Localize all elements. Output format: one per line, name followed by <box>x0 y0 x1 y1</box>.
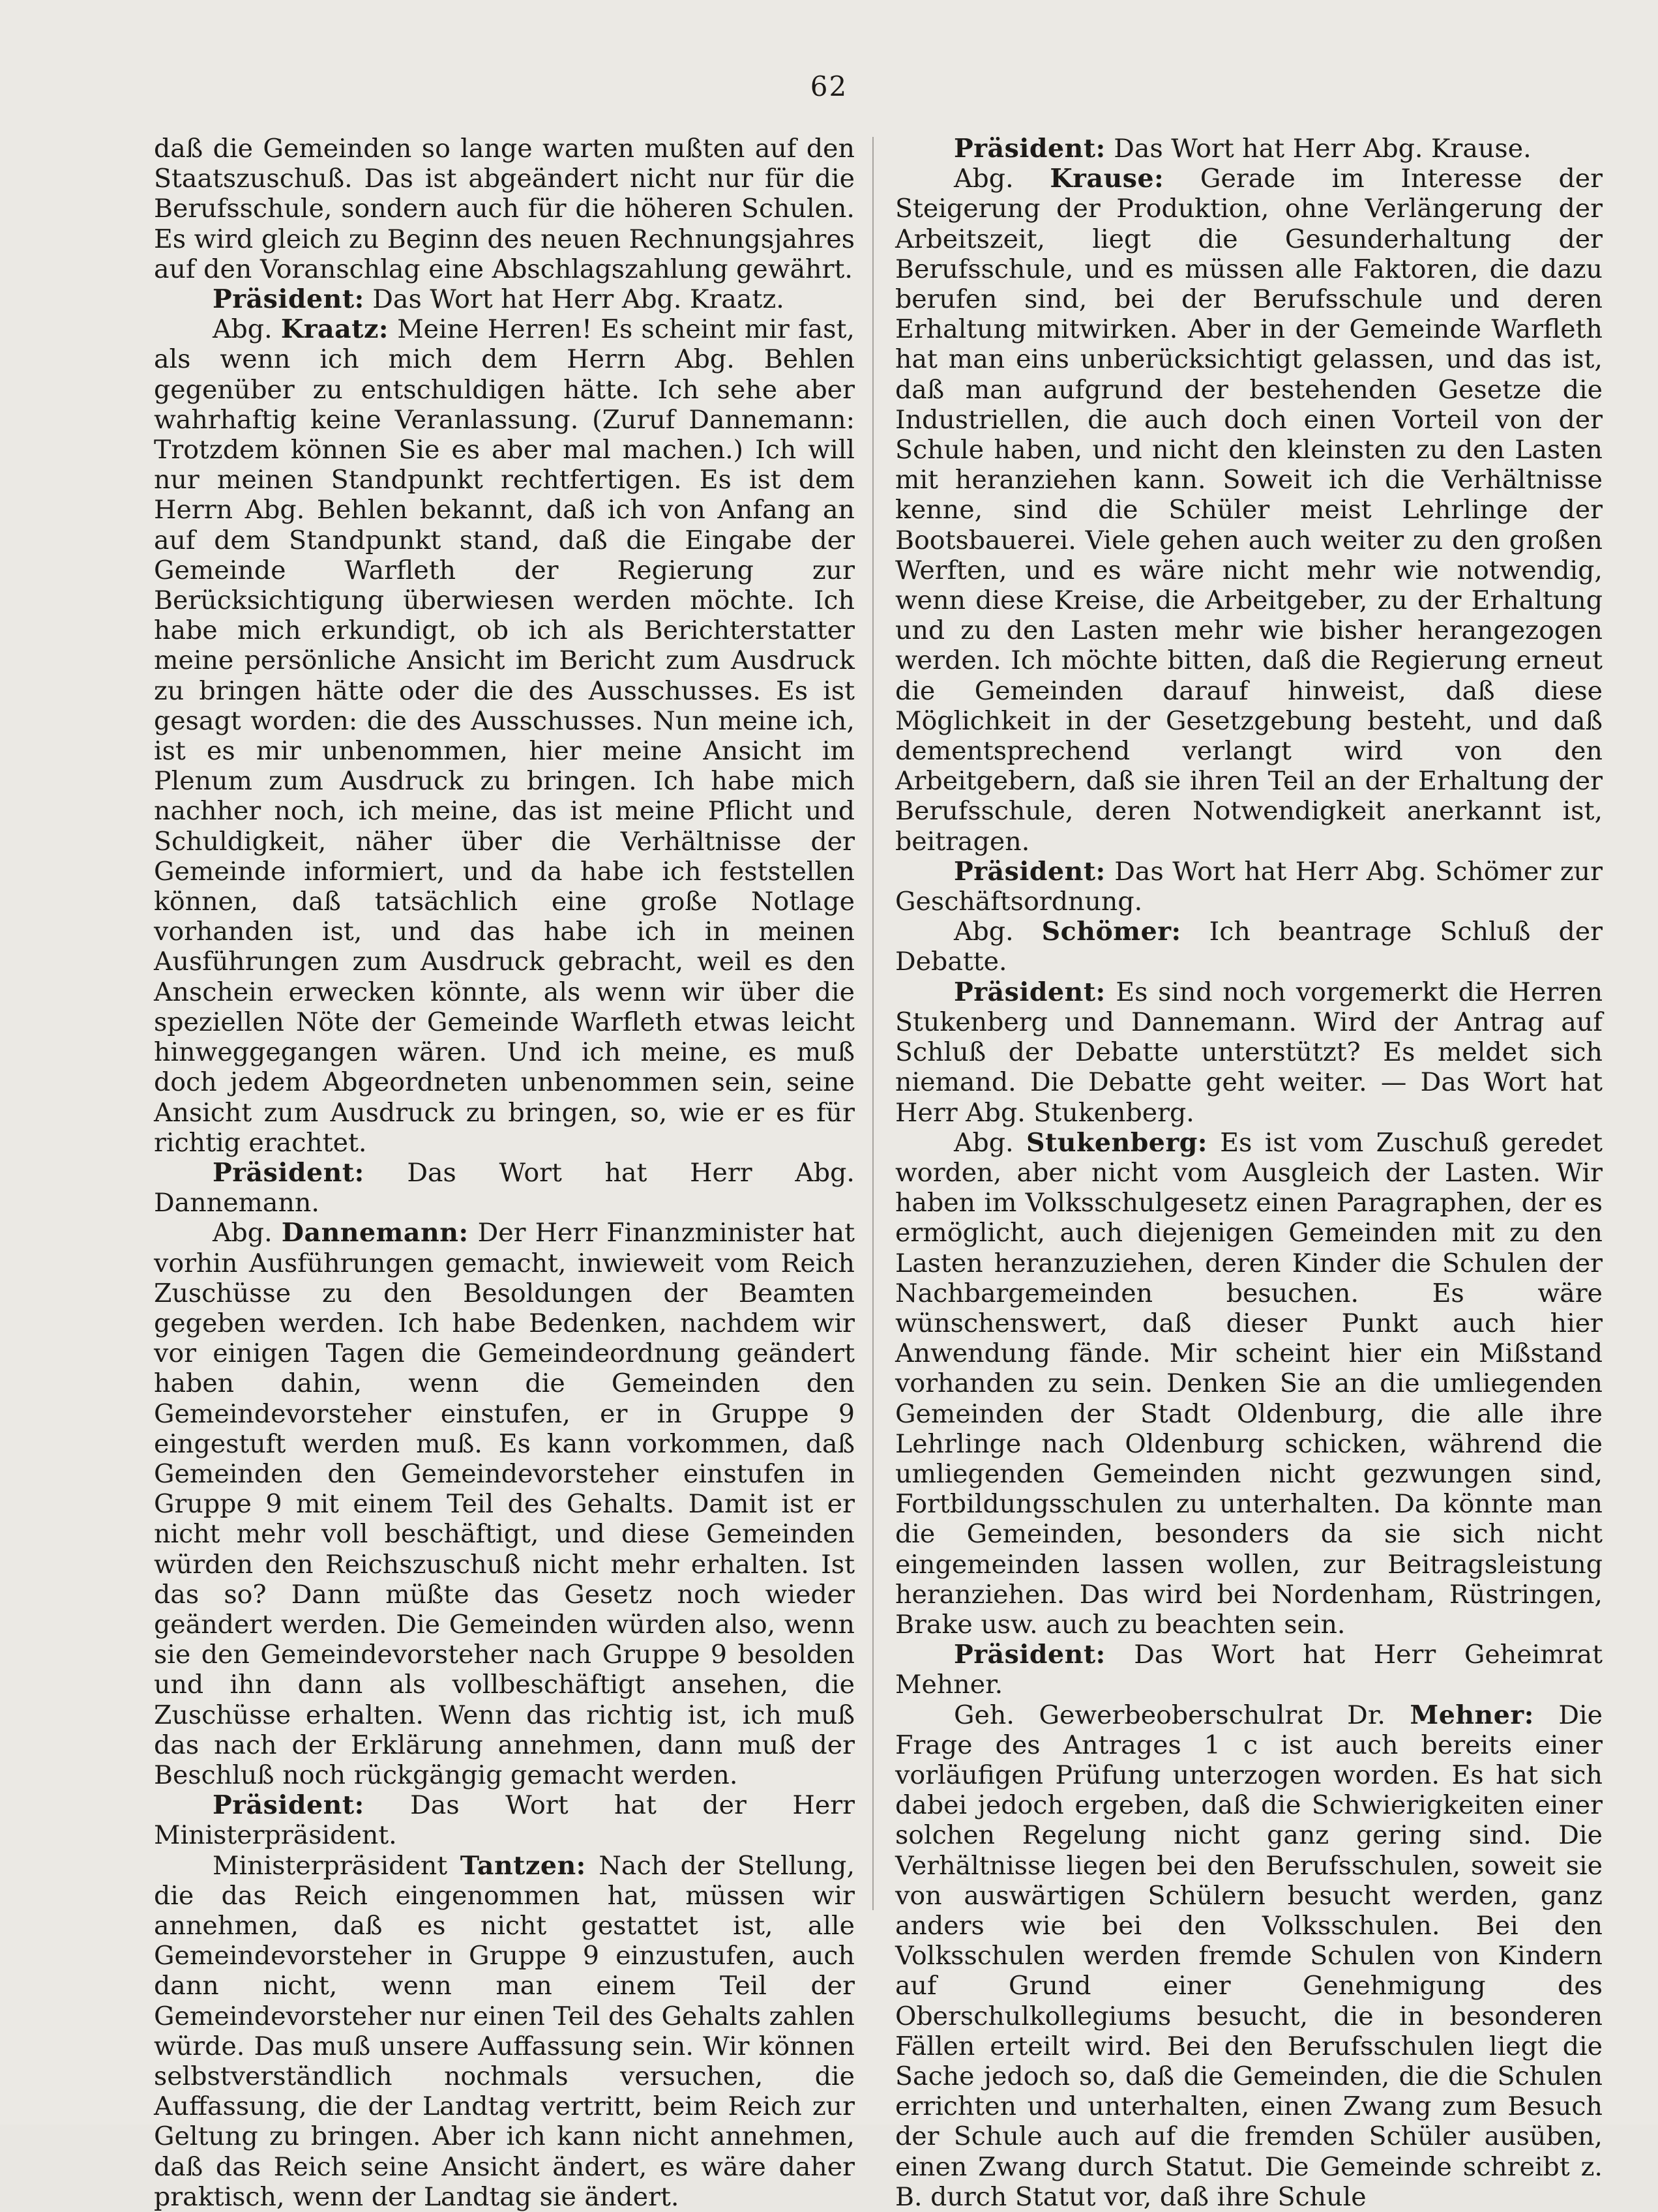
speech-paragraph: Präsident: Das Wort hat der Herr Ministerpräsident. <box>154 1790 855 1851</box>
speech-paragraph: Präsident: Das Wort hat Herr Abg. Krause. <box>954 134 1532 164</box>
page-number: 62 <box>810 70 848 102</box>
left-column <box>154 134 855 2212</box>
speaker-name: Schömer: <box>1041 917 1181 947</box>
paragraph: daß die Gemeinden so lange warten mußten auf den Staatszuschuß. Das ist abgeändert nicht nur für die Berufsschule, sondern auch für die höheren Schulen. Es wird gleich zu Beginn des neuen Rechnungsjahres auf den Voranschlag eine Abschlagszahlung gewährt. <box>154 134 855 284</box>
speech-paragraph: Präsident: Das Wort hat Herr Abg. Schömer zur Geschäftsordnung. <box>895 856 1603 917</box>
speech-paragraph: Abg. Krause: Gerade im Interesse der Steigerung der Produktion, ohne Verlängerung der Arbeitszeit, liegt die Gesunderhaltung der Berufsschule, und es müssen alle Faktoren, die dazu berufen sind, bei der Berufsschule und deren Erhaltung mitwirken. Aber in der Gemeinde Warfleth hat man eins unberücksichtigt gelassen, und das ist, daß man aufgrund der bestehenden Gesetze die Industriellen, die auch doch einen Vorteil von der Schule haben, und nicht den kleinsten zu den Lasten mit heranziehen kann. Soweit ich die Verhältnisse kenne, sind die Schüler meist Lehrlinge der Bootsbauerei. Viele gehen auch weiter zu den großen Werften, und es wäre nicht mehr wie notwendig, wenn diese Kreise, die Arbeitgeber, zu der Erhaltung und zu den Lasten mehr wie bisher herangezogen werden. Ich möchte bitten, daß die Regierung erneut die Gemeinden darauf hinweist, daß diese Möglichkeit in der Gesetzgebung besteht, und daß dementsprechend verlangt wird von den Arbeitgebern, daß sie ihren Teil an der Erhaltung der Berufsschule, deren Notwendigkeit anerkannt ist, beitragen. <box>895 164 1603 857</box>
speech-paragraph: Präsident: Es sind noch vorgemerkt die Herren Stukenberg und Dannemann. Wird der Antrag auf Schluß der Debatte unterstützt? Es meldet sich niemand. Die Debatte geht weiter. — Das Wort hat Herr Abg. Stukenberg. <box>895 977 1603 1128</box>
speech-paragraph: Abg. Schömer: Ich beantrage Schluß der Debatte. <box>895 917 1603 977</box>
speaker-name: Präsident: <box>954 1640 1106 1670</box>
speech-paragraph: Geh. Gewerbeoberschulrat Dr. Mehner: Die Frage des Antrages 1 c ist auch bereits einer vorläufigen Prüfung unterzogen worden. Es hat sich dabei jedoch ergeben, daß die Schwierigkeiten einer solchen Regelung nicht ganz gering sind. Die Verhältnisse liegen bei den Berufsschulen, soweit sie von auswärtigen Schülern besucht werden, ganz anders wie bei den Volksschulen. Bei den Volksschulen werden fremde Schulen von Kindern auf Grund einer Genehmigung des Oberschulkollegiums besucht, die in besonderen Fällen erteilt wird. Bei den Berufsschulen liegt die Sache jedoch so, daß die Gemeinden, die die Schulen errichten und unterhalten, einen Zwang zum Besuch der Schule auch auf die fremden Schüler ausüben, einen Zwang durch Statut. Die Gemeinde schreibt z. B. durch Statut vor, daß ihre Schule <box>895 1700 1603 2212</box>
speaker-name: Dannemann: <box>281 1218 469 1248</box>
speech-paragraph: Abg. Dannemann: Der Herr Finanzminister hat vorhin Ausführungen gemacht, inwieweit vom Reich Zuschüsse zu den Besoldungen der Beamten gegeben werden. Ich habe Bedenken, nachdem wir vor einigen Tagen die Gemeindeordnung geändert haben dahin, wenn die Gemeinden den Gemeindevorsteher einstufen, er in Gruppe 9 eingestuft werden muß. Es kann vorkommen, daß Gemeinden den Gemeindevorsteher einstufen in Gruppe 9 mit einem Teil des Gehalts. Damit ist er nicht mehr voll beschäftigt, und diese Gemeinden würden den Reichszuschuß nicht mehr erhalten. Ist das so? Dann müßte das Gesetz noch wieder geändert werden. Die Gemeinden würden also, wenn sie den Gemeindevorsteher nach Gruppe 9 besolden und ihn dann als vollbeschäftigt ansehen, die Zuschüsse erhalten. Wenn das richtig ist, ich muß das nach der Erklärung annehmen, dann muß der Beschluß noch rückgängig gemacht werden. <box>154 1218 855 1790</box>
speaker-name: Präsident: <box>954 856 1106 887</box>
speech-paragraph: Abg. Stukenberg: Es ist vom Zuschuß geredet worden, aber nicht vom Ausgleich der Lasten. Wir haben im Volksschulgesetz einen Paragraphen, der es ermöglicht, auch diejenigen Gemeinden mit zu den Lasten heranzuziehen, deren Kinder die Schulen der Nachbargemeinden besuchen. Es wäre wünschenswert, daß dieser Punkt auch hier Anwendung fände. Mir scheint hier ein Mißstand vorhanden zu sein. Denken Sie an die umliegenden Gemeinden der Stadt Oldenburg, die alle ihre Lehrlinge nach Oldenburg schicken, während die umliegenden Gemeinden nicht gezwungen sind, Fortbildungsschulen zu unterhalten. Da könnte man die Gemeinden, besonders da sie sich nicht eingemeinden lassen wollen, zur Beitragsleistung heranziehen. Das wird bei Nordenham, Rüstringen, Brake usw. auch zu beachten sein. <box>895 1127 1603 1640</box>
right-column <box>895 134 1603 2212</box>
speech-paragraph: Ministerpräsident Tantzen: Nach der Stellung, die das Reich eingenommen hat, müssen wir annehmen, daß es nicht gestattet ist, alle Gemeindevorsteher in Gruppe 9 einzustufen, auch dann nicht, wenn man einem Teil der Gemeindevorsteher nur einen Teil des Gehalts zahlen würde. Das muß unsere Auffassung sein. Wir können selbstverständlich nochmals versuchen, die Auffassung, die der Landtag vertritt, beim Reich zur Geltung zu bringen. Aber ich kann nicht annehmen, daß das Reich seine Ansicht ändert, es wäre daher praktisch, wenn der Landtag sie ändert. <box>154 1850 855 2212</box>
speaker-name: Kraatz: <box>280 314 389 345</box>
speech-paragraph: Präsident: Das Wort hat Herr Geheimrat Mehner. <box>895 1640 1603 1700</box>
speaker-name: Präsident: <box>213 1790 364 1821</box>
column-divider <box>872 137 874 1910</box>
speech-paragraph: Abg. Kraatz: Meine Herren! Es scheint mir fast, als wenn ich mich dem Herrn Abg. Behlen gegenüber zu entschuldigen hätte. Ich sehe aber wahrhaftig keine Veranlassung. (Zuruf Dannemann: Trotzdem können Sie es aber mal machen.) Ich will nur meinen Standpunkt rechtfertigen. Es ist dem Herrn Abg. Behlen bekannt, daß ich von Anfang an auf dem Standpunkt stand, daß die Eingabe der Gemeinde Warfleth der Regierung zur Berücksichtigung überwiesen werden möchte. Ich habe mich erkundigt, ob ich als Berichterstatter meine persönliche Ansicht im Bericht zum Ausdruck zu bringen hätte oder die des Ausschusses. Es ist gesagt worden: die des Ausschusses. Nun meine ich, ist es mir unbenommen, hier meine Ansicht im Plenum zum Ausdruck zu bringen. Ich habe mich nachher noch, ich meine, das ist meine Pflicht und Schuldigkeit, näher über die Verhältnisse der Gemeinde informiert, und da habe ich feststellen können, daß tatsächlich eine große Notlage vorhanden ist, und das habe ich in meinen Ausführungen zum Ausdruck gebracht, weil es den Anschein erwecken könnte, als wenn wir über die speziellen Nöte der Gemeinde Warfleth etwas leicht hinweggegangen wären. Und ich meine, es muß doch jedem Abgeordneten unbenommen sein, seine Ansicht zum Ausdruck zu bringen, so, wie er es für richtig erachtet. <box>154 314 855 1158</box>
speaker-name: Präsident: <box>954 134 1106 164</box>
speech-paragraph: Präsident: Das Wort hat Herr Abg. Kraatz. <box>213 284 784 315</box>
speech-paragraph: Präsident: Das Wort hat Herr Abg. Dannemann. <box>154 1157 855 1218</box>
speaker-name: Präsident: <box>954 977 1106 1007</box>
speaker-name: Stukenberg: <box>1026 1127 1207 1158</box>
speaker-name: Krause: <box>1050 164 1164 194</box>
speaker-name: Präsident: <box>213 284 364 315</box>
speaker-name: Mehner: <box>1410 1700 1534 1730</box>
speaker-name: Tantzen: <box>460 1850 586 1881</box>
speaker-name: Präsident: <box>213 1157 364 1188</box>
